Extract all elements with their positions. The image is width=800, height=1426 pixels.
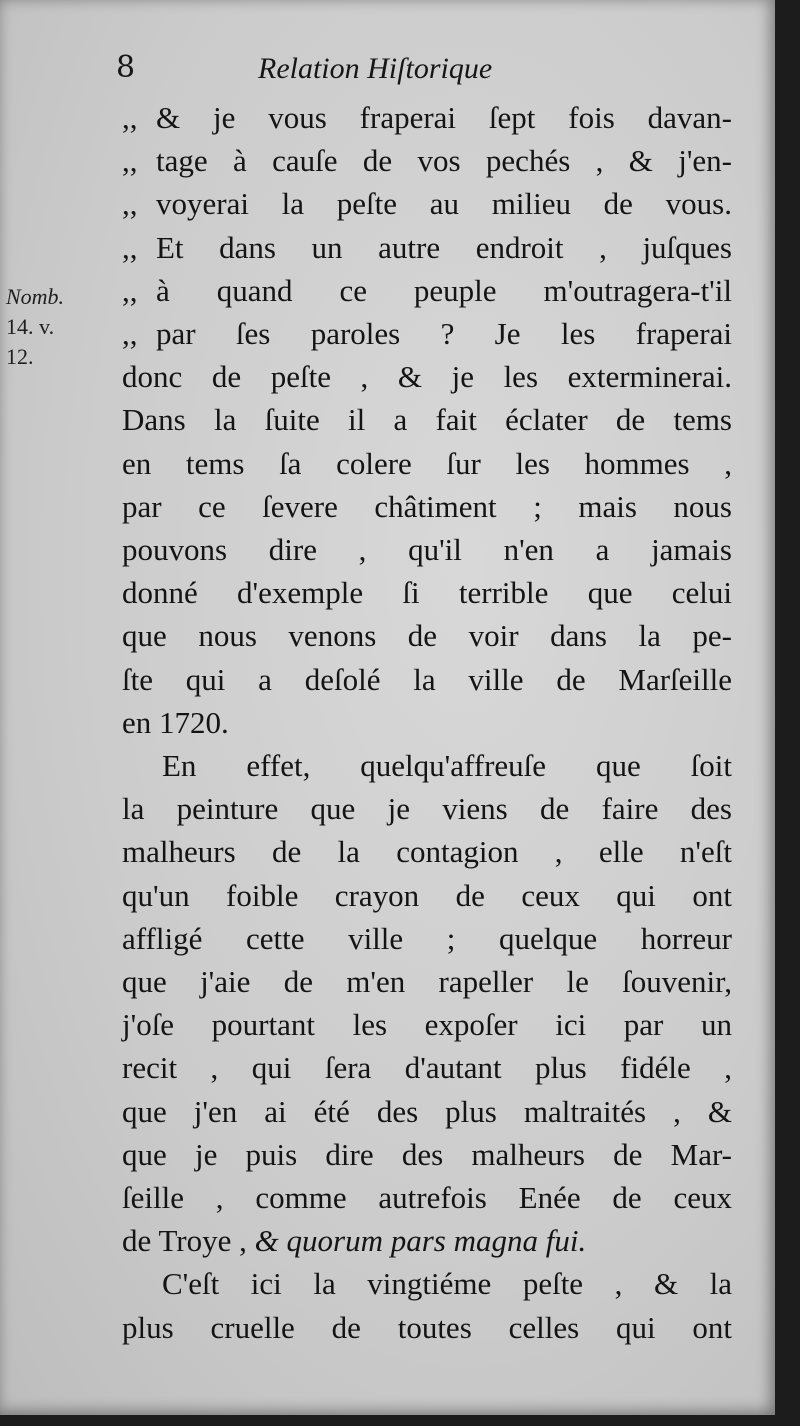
line-text: par ſes paroles ? Je les fraperai bbox=[156, 316, 732, 352]
line-text: Et dans un autre endroit , juſques bbox=[156, 229, 732, 265]
text-line: ſte qui a deſolé la ville de Marſeille bbox=[122, 661, 732, 697]
text-line: donné d'exemple ſi terrible que celui bbox=[122, 575, 732, 611]
line-text: voyerai la peſte au milieu de vous. bbox=[156, 186, 732, 222]
quote-mark: ,, bbox=[122, 272, 138, 308]
text-line: qu'un foible crayon de ceux qui ont bbox=[122, 877, 732, 913]
text-line: malheurs de la contagion , elle n'eſt bbox=[122, 834, 732, 870]
quote-mark: ,, bbox=[122, 143, 138, 179]
page-number: 8 bbox=[116, 50, 136, 85]
text-line: que j'aie de m'en rapeller le ſouvenir, bbox=[122, 964, 732, 1000]
text-line: que nous venons de voir dans la pe- bbox=[122, 618, 732, 654]
text-line bbox=[122, 96, 732, 139]
quote-mark: ,, bbox=[122, 186, 138, 222]
line-text: tage à cauſe de vos pechés , & j'en- bbox=[156, 143, 732, 179]
text-line bbox=[122, 139, 732, 182]
text-line: la peinture que je viens de faire des bbox=[122, 791, 732, 827]
text-line: Dans la ſuite il a fait éclater de tems bbox=[122, 402, 732, 438]
margin-note-line: 12. bbox=[6, 344, 34, 369]
text-line: en 1720. bbox=[122, 704, 229, 740]
text-line: en tems ſa colere ſur les hommes , bbox=[122, 445, 732, 481]
text-line: ſeille , comme autrefois Enée de ceux bbox=[122, 1180, 732, 1216]
line-text: de Troye , bbox=[122, 1223, 255, 1259]
text-line: En effet, quelqu'affreuſe que ſoit bbox=[162, 748, 732, 784]
text-line: C'eſt ici la vingtiéme peſte , & la bbox=[162, 1266, 732, 1302]
text-line bbox=[122, 312, 732, 355]
latin-quote: & quorum pars magna fui. bbox=[254, 1223, 587, 1259]
text-line bbox=[122, 355, 732, 398]
text-line: que j'en ai été des plus maltraités , & bbox=[122, 1093, 732, 1129]
margin-note bbox=[6, 282, 64, 372]
text-line bbox=[122, 269, 732, 312]
text-line bbox=[122, 1219, 732, 1262]
line-text: & je vous fraperai ſept fois davan- bbox=[156, 100, 732, 135]
text-line: pouvons dire , qu'il n'en a jamais bbox=[122, 532, 732, 568]
text-line bbox=[122, 226, 732, 269]
text-line: par ce ſevere châtiment ; mais nous bbox=[122, 488, 732, 524]
text-line: affligé cette ville ; quelque horreur bbox=[122, 920, 732, 956]
line-text: à quand ce peuple m'outragera-t'il bbox=[156, 272, 732, 308]
margin-note-line: Nomb. bbox=[6, 284, 65, 309]
quote-mark: ,, bbox=[122, 316, 138, 352]
text-line: recit , qui ſera d'autant plus fidéle , bbox=[122, 1050, 732, 1086]
quote-mark: ,, bbox=[122, 229, 138, 265]
body-text bbox=[122, 96, 732, 1349]
margin-note-line: 14. v. bbox=[6, 314, 55, 339]
line-text: donc de peſte , & je les exterminerai. bbox=[122, 359, 732, 395]
running-head: Relation Hiſtorique bbox=[258, 52, 493, 85]
quote-mark: ,, bbox=[122, 100, 138, 135]
text-line bbox=[122, 182, 732, 225]
text-line: plus cruelle de toutes celles qui ont bbox=[122, 1309, 732, 1345]
text-line: j'oſe pourtant les expoſer ici par un bbox=[122, 1007, 732, 1043]
text-line: que je puis dire des malheurs de Mar- bbox=[122, 1136, 732, 1172]
